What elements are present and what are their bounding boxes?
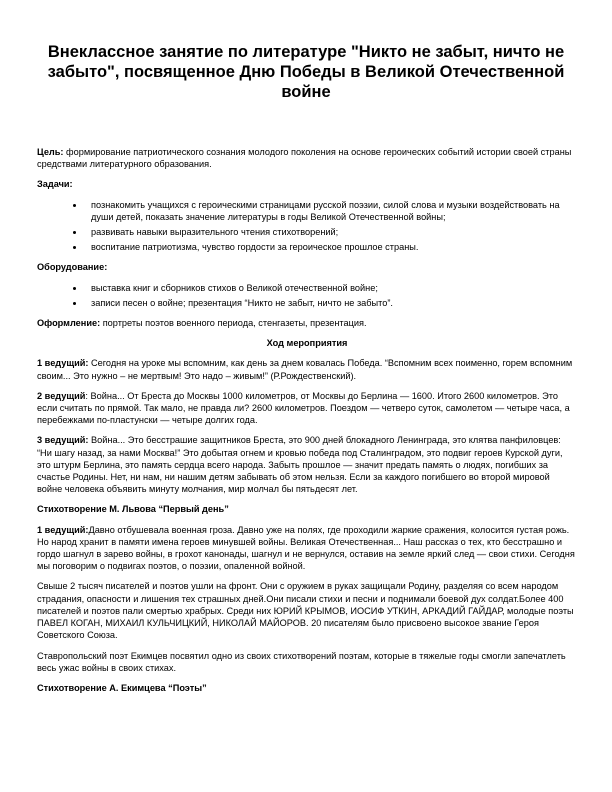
speaker-label: 3 ведущий:: [37, 435, 89, 446]
event-heading: Ход мероприятия: [266, 338, 348, 349]
speaker-text: Война... Это бесстрашие защитников Бреста, это 900 дней блокадного Ленинграда, это клятва панфиловцев: “Ни шагу назад, за нами Москва!” Это добытая огнем и кровью победа под Сталинградом, это подвиг героев Курской дуги, это штурм Берлина, это память сердца всего народа. Забыть прошлое — значит предать память о людях, погибших за счастье Родины. Нет, ни нам, ни нашим детям забывать об этом нельзя. Если за каждого погибшего во второй мировой войне человека объявить минуту молчания, мир молчал бы пятьдесят лет.: [37, 435, 563, 495]
host-paragraph: [37, 434, 577, 495]
document-title: Внеклассное занятие по литературе "Никто не забыт, ничто не забыто", посвященное Дню Победы в Великой Отечественной войне: [47, 43, 565, 101]
tasks-list: [37, 199, 577, 254]
stavropol-paragraph: Ставропольский поэт Екимцев посвятил одно из своих стихотворений поэтам, которые в тяжелые годы смогли запечатлеть весь ужас войны в своих стихах.: [37, 650, 566, 673]
equipment-list: [37, 282, 577, 309]
speaker-label: 2 ведущий: [37, 390, 86, 401]
decoration-label: Оформление:: [37, 318, 101, 329]
list-item: • воспитание патриотизма, чувство гордости за героическое прошлое страны.: [85, 241, 577, 253]
list-item: • развивать навыки выразительного чтения стихотворений;: [85, 226, 577, 238]
decoration-paragraph: [37, 317, 577, 329]
writers-paragraph: Свыше 2 тысяч писателей и поэтов ушли на фронт. Они с оружием в руках защищали Родину, разделяя со всем народом страдания, опасности и лишения тех страшных дней.Они писали стихи и песни и поднимали боевой дух солдат.Более 400 писателей и поэтов пали смертью храбрых. Среди них ЮРИЙ КРЫМОВ, ИОСИФ УТКИН, АРКАДИЙ ГАЙДАР, молодые поэты ПАВЕЛ КОГАН, МИХАИЛ КУЛЬЧИЦКИЙ, НИКОЛАЙ МАЙОРОВ. 20 писателям было присвоено высокое звание Героя Советского Союза.: [37, 581, 574, 641]
host-paragraph: [37, 390, 577, 427]
goal-label: Цель:: [37, 147, 64, 157]
tasks-heading: Задачи:: [37, 179, 73, 190]
host-paragraph: [37, 357, 577, 381]
poem-title: Стихотворение А. Екимцева “Поэты”: [37, 682, 207, 693]
host-paragraph: [37, 524, 577, 573]
goal-text: формирование патриотического сознания молодого поколения на основе героических событий истории своей страны средствами литературного образования.: [37, 147, 572, 170]
poem-title: Стихотворение М. Львова “Первый день”: [37, 504, 229, 515]
list-item: • выставка книг и сборников стихов о Великой отечественной войне;: [85, 282, 577, 294]
speaker-label: 1 ведущий:: [37, 358, 89, 369]
equipment-heading: Оборудование:: [37, 262, 108, 273]
goal-paragraph: [37, 146, 577, 170]
list-item: • познакомить учащихся с героическими страницами русской поэзии, силой слова и музыки воздействовать на души детей, показать значение литературы в годы Великой Отечественной войны;: [85, 199, 577, 223]
speaker-text: Давно отбушевала военная гроза. Давно уже на полях, где проходили жаркие сражения, колосится густая рожь. Но народ хранит в памяти имена героев минувшей войны. Великая Отечественная... Наш рассказ о тех, кто бесстрашно и гордо шагнул в зарево войны, в грохот канонады, шагнул и не вернулся, оставив на земле яркий след — свои стихи. Сегодня мы поговорим о подвигах поэтов, о поэзии, опаленной войной.: [37, 524, 575, 572]
document-body: [37, 146, 577, 702]
speaker-text: : Война... От Бреста до Москвы 1000 километров, от Москвы до Берлина — 1600. Итого 2600 километров. Это если считать по прямой. Так мало, не правда ли? 2600 километров. Поездом — четверо суток, самолетом — четыре часа, а перебежками по-пластунски — четыре долгих года.: [37, 390, 570, 426]
list-item: • записи песен о войне; презентация “Никто не забыт, ничто не забыто”.: [85, 297, 577, 309]
speaker-text: Сегодня на уроке мы вспомним, как день за днем ковалась Победа. “Вспомним всех поименно, горем вспомним своим... Это нужно – не мертвым! Это надо – живым!” (Р.Рождественский).: [37, 358, 573, 381]
decoration-text: портреты поэтов военного периода, стенгазеты, презентация.: [100, 318, 367, 329]
speaker-label: 1 ведущий:: [37, 524, 89, 535]
